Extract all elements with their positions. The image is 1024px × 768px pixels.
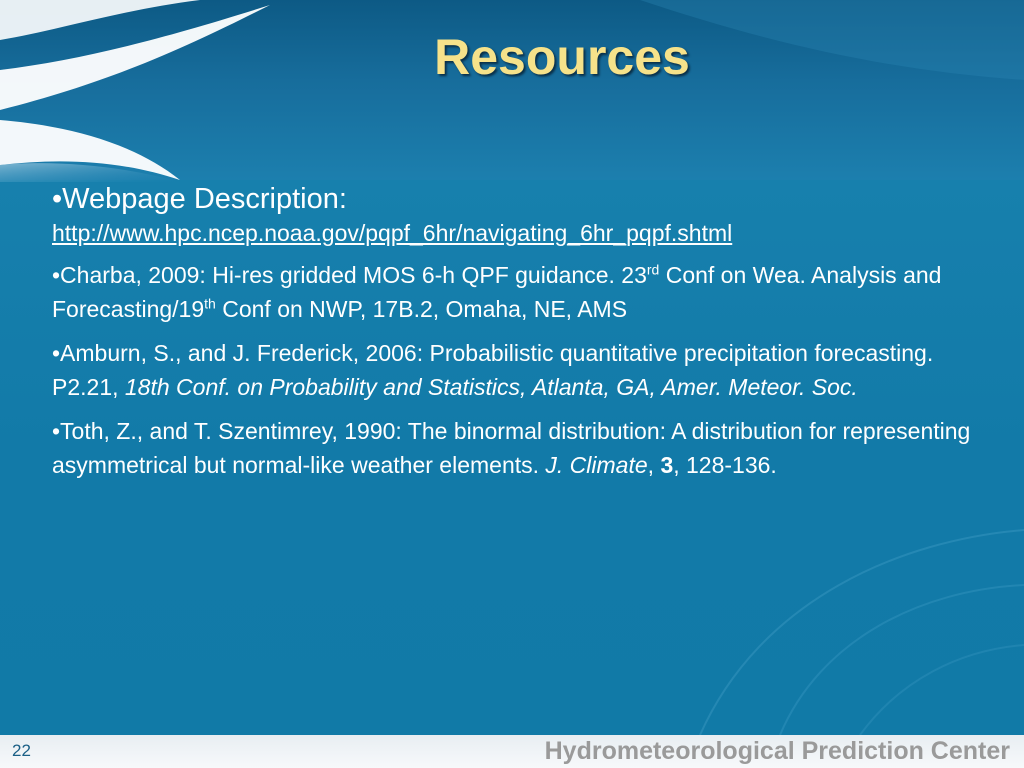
toth-text: •Toth, Z., and T. Szentimrey, 1990: The binormal distribution: A distribution for representing asymmetrical but normal-like weather elements. [52, 418, 971, 478]
charba-text-3: Conf on NWP, 17B.2, Omaha, NE, AMS [215, 296, 628, 322]
bullet-webpage-description: •Webpage Description: [52, 183, 347, 215]
references-list [52, 180, 972, 492]
toth-sep: , [647, 452, 661, 478]
footer-title: Hydrometeorological Prediction Center [544, 737, 1010, 765]
bullet-charba-2009 [52, 258, 972, 326]
page-number: 22 [12, 741, 31, 760]
toth-volume: 3 [660, 452, 674, 478]
toth-journal: J. Climate [545, 452, 648, 478]
toth-pages: , 128-136. [673, 452, 777, 478]
charba-text-2: Conf on Wea. Analysis and Forecasting/19 [52, 262, 942, 322]
slide-title: Resources [434, 29, 690, 85]
amburn-italic: 18th Conf. on Probability and Statistics, Atlanta, GA, Amer. Meteor. Soc. [124, 374, 858, 400]
header-band [0, 0, 1024, 180]
webpage-link[interactable]: http://www.hpc.ncep.noaa.gov/pqpf_6hr/navigating_6hr_pqpf.shtml [52, 220, 733, 246]
amburn-text: •Amburn, S., and J. Frederick, 2006: Probabilistic quantitative precipitation forecasting. P2.21, [52, 340, 934, 400]
charba-text-1: •Charba, 2009: Hi-res gridded MOS 6-h QPF guidance. 23 [52, 262, 647, 288]
charba-sup-th: th [204, 295, 216, 312]
bullet-toth-1990 [52, 414, 972, 482]
bullet-amburn-2006 [52, 336, 972, 404]
charba-sup-rd: rd [646, 261, 660, 278]
